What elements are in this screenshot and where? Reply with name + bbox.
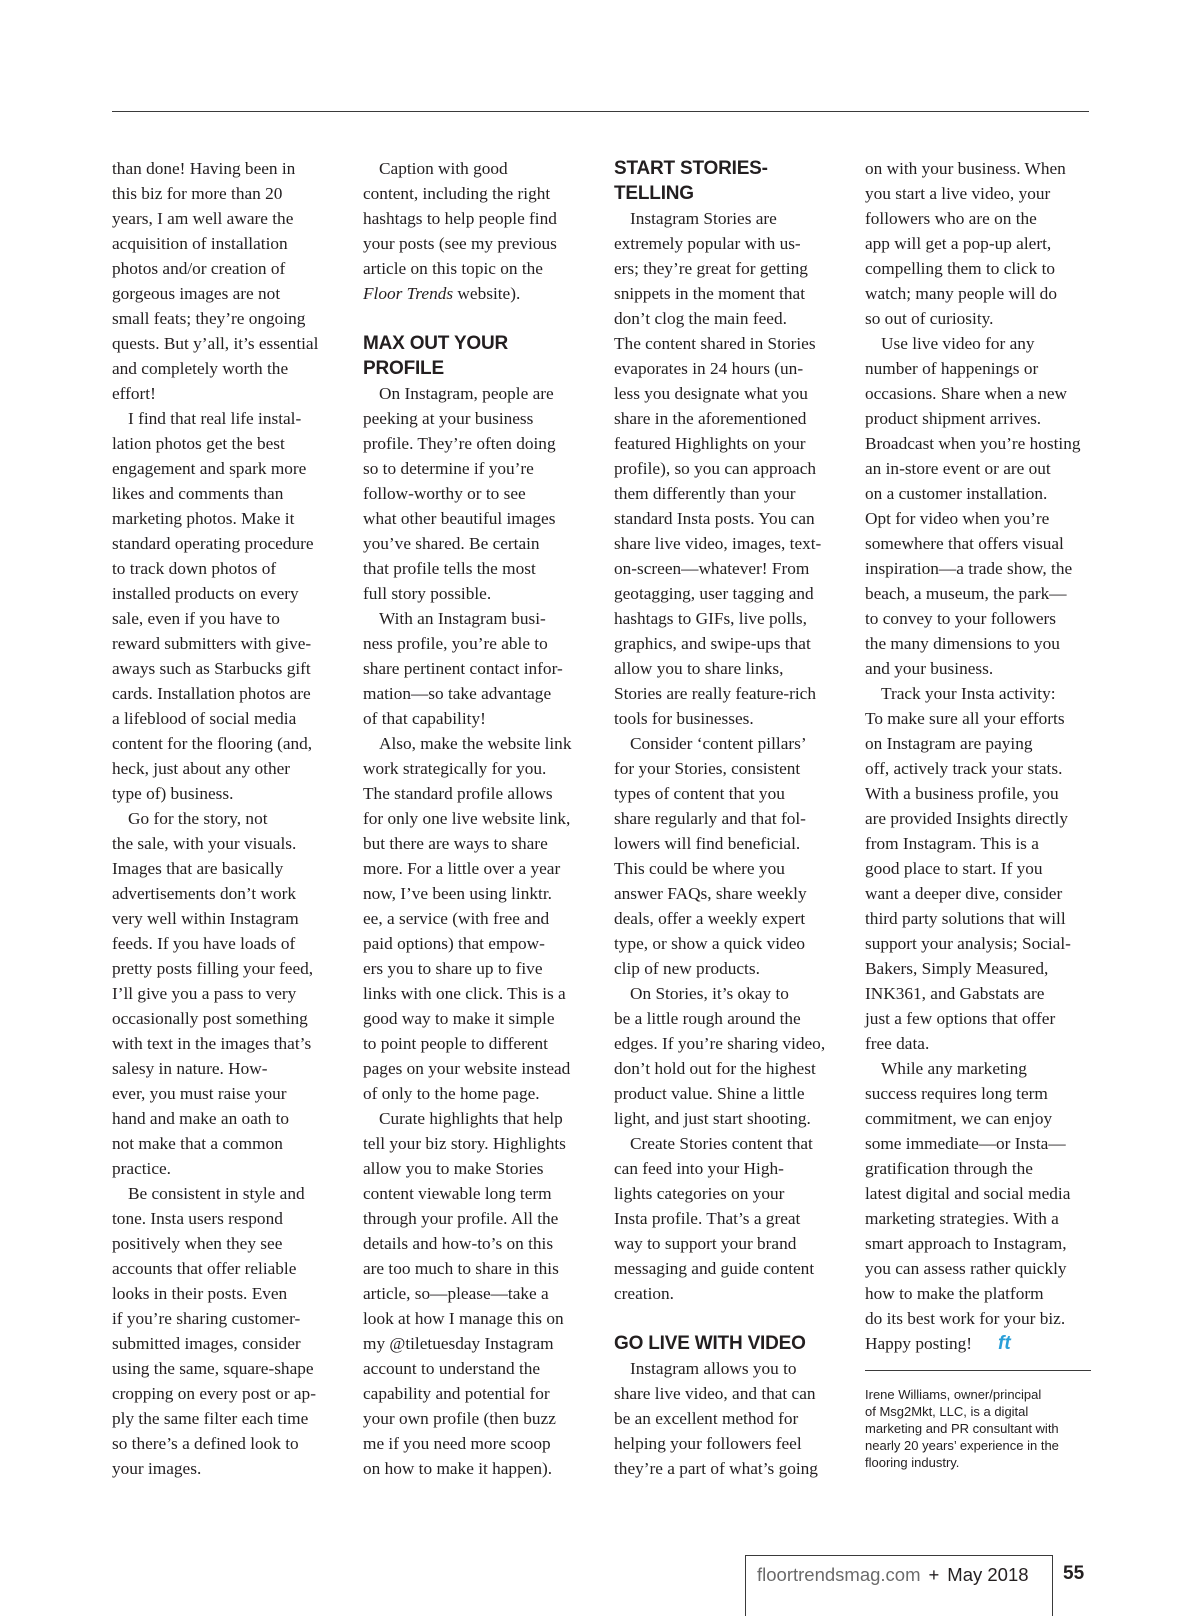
text-line: if you’re sharing customer-: [112, 1309, 301, 1328]
text-line: followers who are on the: [865, 209, 1037, 228]
text-line: salesy in nature. How-: [112, 1059, 268, 1078]
end-mark: ft: [998, 1333, 1011, 1354]
text-line: me if you need more scoop: [363, 1434, 551, 1453]
text-line: through your profile. All the: [363, 1209, 559, 1228]
text-line: geotagging, user tagging and: [614, 584, 814, 603]
text-line: snippets in the moment that: [614, 284, 806, 303]
article-column-1: [112, 156, 344, 1481]
text-line: quests. But y’all, it’s essential: [112, 334, 319, 353]
text-line: submitted images, consider: [112, 1334, 301, 1353]
text-line: Use live video for any: [881, 334, 1035, 353]
text-line: less you designate what you: [614, 384, 808, 403]
text-line: On Stories, it’s okay to: [630, 984, 789, 1003]
text-line: now, I’ve been using linktr.: [363, 884, 552, 903]
text-line: reward submitters with give-: [112, 634, 312, 653]
text-line: cards. Installation photos are: [112, 684, 311, 703]
text-line: On Instagram, people are: [379, 384, 554, 403]
footer-folio: [757, 1564, 1029, 1586]
text-line: app will get a pop-up alert,: [865, 234, 1052, 253]
text-line: smart approach to Instagram,: [865, 1234, 1067, 1253]
text-line: way to support your brand: [614, 1234, 797, 1253]
text-line: standard operating procedure: [112, 534, 314, 553]
text-line: standard Insta posts. You can: [614, 509, 815, 528]
text-line: what other beautiful images: [363, 509, 556, 528]
text-line: good way to make it simple: [363, 1009, 555, 1028]
text-line: tell your biz story. Highlights: [363, 1134, 566, 1153]
text-line: pretty posts filling your feed,: [112, 959, 314, 978]
text-line: paid options) that empow-: [363, 934, 545, 953]
text-line: Images that are basically: [112, 859, 284, 878]
text-line: tone. Insta users respond: [112, 1209, 283, 1228]
text-line: positively when they see: [112, 1234, 283, 1253]
text-line: This could be where you: [614, 859, 785, 878]
text-line: practice.: [112, 1159, 171, 1178]
section-heading: START STORIES-: [614, 158, 768, 179]
text-line: lation photos get the best: [112, 434, 285, 453]
footer-separator: +: [928, 1564, 940, 1585]
article-column-2: [363, 156, 595, 1481]
text-line: capability and potential for: [363, 1384, 550, 1403]
text-line: engagement and spark more: [112, 459, 307, 478]
bio-line: of Msg2Mkt, LLC, is a digital: [865, 1404, 1029, 1419]
section-heading: PROFILE: [363, 358, 444, 379]
footer-issue: May 2018: [947, 1564, 1029, 1585]
text-line: with text in the images that’s: [112, 1034, 312, 1053]
text-line: heck, just about any other: [112, 759, 291, 778]
text-line: The standard profile allows: [363, 784, 553, 803]
text-line: don’t clog the main feed.: [614, 309, 787, 328]
text-line: product shipment arrives.: [865, 409, 1042, 428]
text-line: support your analysis; Social-: [865, 934, 1071, 953]
publication-title: Floor Trends: [363, 284, 454, 303]
text-line: you’ve shared. Be certain: [363, 534, 540, 553]
text-line: ers; they’re great for getting: [614, 259, 808, 278]
text-line: While any marketing: [881, 1059, 1027, 1078]
text-line: off, actively track your stats.: [865, 759, 1063, 778]
text-line: follow-worthy or to see: [363, 484, 526, 503]
text-line: more. For a little over a year: [363, 859, 561, 878]
text-line: type, or show a quick video: [614, 934, 806, 953]
text-line: ee, a service (with free and: [363, 909, 550, 928]
section-heading: MAX OUT YOUR: [363, 333, 509, 354]
text-line: The content shared in Stories: [614, 334, 816, 353]
text-line: product value. Shine a little: [614, 1084, 805, 1103]
text-line: some immediate—or Insta—: [865, 1134, 1066, 1153]
text-line: Insta profile. That’s a great: [614, 1209, 801, 1228]
text-line: third party solutions that will: [865, 909, 1066, 928]
text-line: Instagram allows you to: [630, 1359, 797, 1378]
text-line: are too much to share in this: [363, 1259, 559, 1278]
text-line: [363, 281, 595, 306]
text-line: so out of curiosity.: [865, 309, 994, 328]
bio-line: marketing and PR consultant with: [865, 1421, 1059, 1436]
text-line: Be consistent in style and: [128, 1184, 305, 1203]
text-line: and your business.: [865, 659, 994, 678]
text-line: how to make the platform: [865, 1284, 1044, 1303]
text-line: Instagram Stories are: [630, 209, 777, 228]
text-line: want a deeper dive, consider: [865, 884, 1063, 903]
text-line: somewhere that offers visual: [865, 534, 1064, 553]
text-line: share regularly and that fol-: [614, 809, 806, 828]
text-line: on a customer installation.: [865, 484, 1048, 503]
text-line: on how to make it happen).: [363, 1459, 553, 1478]
text-line: not make that a common: [112, 1134, 283, 1153]
text-line: gorgeous images are not: [112, 284, 281, 303]
text-line: extremely popular with us-: [614, 234, 801, 253]
text-line: free data.: [865, 1034, 930, 1053]
text-line: so there’s a defined look to: [112, 1434, 299, 1453]
text-line: occasions. Share when a new: [865, 384, 1068, 403]
text-fragment: website).: [453, 284, 521, 303]
text-line: good place to start. If you: [865, 859, 1043, 878]
text-line: hand and make an oath to: [112, 1109, 290, 1128]
text-line: feeds. If you have loads of: [112, 934, 296, 953]
text-line: acquisition of installation: [112, 234, 288, 253]
text-line: allow you to make Stories: [363, 1159, 544, 1178]
text-line: a lifeblood of social media: [112, 709, 297, 728]
text-line: share live video, images, text-: [614, 534, 822, 553]
text-line: are provided Insights directly: [865, 809, 1068, 828]
text-line: be a little rough around the: [614, 1009, 801, 1028]
text-line: gratification through the: [865, 1159, 1033, 1178]
text-line: your posts (see my previous: [363, 234, 557, 253]
text-line: they’re a part of what’s going: [614, 1459, 818, 1478]
text-line: account to understand the: [363, 1359, 541, 1378]
text-line: your own profile (then buzz: [363, 1409, 556, 1428]
text-line: clip of new products.: [614, 959, 760, 978]
bio-line: flooring industry.: [865, 1455, 960, 1470]
text-line: Curate highlights that help: [379, 1109, 563, 1128]
text-line: edges. If you’re sharing video,: [614, 1034, 826, 1053]
text-line: for only one live website link,: [363, 809, 571, 828]
text-line: cropping on every post or ap-: [112, 1384, 316, 1403]
text-line: inspiration—a trade show, the: [865, 559, 1073, 578]
text-line: full story possible.: [363, 584, 492, 603]
text-line: light, and just start shooting.: [614, 1109, 811, 1128]
text-line: share pertinent contact infor-: [363, 659, 563, 678]
text-line: Also, make the website link: [379, 734, 572, 753]
text-line: them differently than your: [614, 484, 796, 503]
text-line: looks in their posts. Even: [112, 1284, 288, 1303]
page-number: 55: [1063, 1563, 1085, 1584]
text-line: content, including the right: [363, 184, 551, 203]
text-line: can feed into your High-: [614, 1159, 784, 1178]
text-line: be an excellent method for: [614, 1409, 799, 1428]
text-line: success requires long term: [865, 1084, 1048, 1103]
bio-rule: [865, 1370, 1091, 1371]
text-line: but there are ways to share: [363, 834, 548, 853]
text-line: ers you to share up to five: [363, 959, 543, 978]
article-column-4: [865, 156, 1093, 1471]
text-line: to convey to your followers: [865, 609, 1057, 628]
text-line: content for the flooring (and,: [112, 734, 313, 753]
text-line: lights categories on your: [614, 1184, 785, 1203]
text-line: featured Highlights on your: [614, 434, 806, 453]
text-line: marketing photos. Make it: [112, 509, 295, 528]
text-line: With a business profile, you: [865, 784, 1059, 803]
text-line: compelling them to click to: [865, 259, 1056, 278]
text-line: effort!: [112, 384, 156, 403]
text-line: tools for businesses.: [614, 709, 754, 728]
text-line: of that capability!: [363, 709, 486, 728]
text-line: from Instagram. This is a: [865, 834, 1039, 853]
text-line: creation.: [614, 1284, 674, 1303]
text-line: aways such as Starbucks gift: [112, 659, 311, 678]
text-line: advertisements don’t work: [112, 884, 296, 903]
text-line: pages on your website instead: [363, 1059, 571, 1078]
text-line: the many dimensions to you: [865, 634, 1060, 653]
text-line: Opt for video when you’re: [865, 509, 1050, 528]
text-line: answer FAQs, share weekly: [614, 884, 807, 903]
footer-site: floortrendsmag.com: [757, 1564, 921, 1585]
text-line: lowers will find beneficial.: [614, 834, 801, 853]
text-line: I’ll give you a pass to very: [112, 984, 297, 1003]
text-line: Track your Insta activity:: [881, 684, 1056, 703]
text-line: so to determine if you’re: [363, 459, 534, 478]
text-line: profile. They’re often doing: [363, 434, 556, 453]
text-line: content viewable long term: [363, 1184, 552, 1203]
text-line: article, so—please—take a: [363, 1284, 549, 1303]
text-line: Bakers, Simply Measured,: [865, 959, 1049, 978]
text-line: links with one click. This is a: [363, 984, 566, 1003]
text-line: INK361, and Gabstats are: [865, 984, 1045, 1003]
text-line: of only to the home page.: [363, 1084, 540, 1103]
section-heading: TELLING: [614, 183, 694, 204]
text-line: type of) business.: [112, 784, 234, 803]
text-line: on with your business. When: [865, 159, 1066, 178]
text-line: for your Stories, consistent: [614, 759, 801, 778]
text-line: this biz for more than 20: [112, 184, 283, 203]
text-line: just a few options that offer: [865, 1009, 1056, 1028]
text-line: details and how-to’s on this: [363, 1234, 554, 1253]
text-line: deals, offer a weekly expert: [614, 909, 806, 928]
text-line: to track down photos of: [112, 559, 277, 578]
text-line: sale, even if you have to: [112, 609, 280, 628]
text-line: share live video, and that can: [614, 1384, 816, 1403]
text-line: photos and/or creation of: [112, 259, 286, 278]
text-line: I find that real life instal-: [128, 409, 302, 428]
text-line: years, I am well aware the: [112, 209, 294, 228]
text-line: and completely worth the: [112, 359, 289, 378]
text-line: hashtags to help people find: [363, 209, 557, 228]
text-line: allow you to share links,: [614, 659, 784, 678]
text-line: ever, you must raise your: [112, 1084, 287, 1103]
text-line: graphics, and swipe-ups that: [614, 634, 811, 653]
text-line: hashtags to GIFs, live polls,: [614, 609, 807, 628]
article-column-3: [614, 156, 846, 1481]
text-line: To make sure all your efforts: [865, 709, 1065, 728]
text-line: the sale, with your visuals.: [112, 834, 297, 853]
text-line: watch; many people will do: [865, 284, 1057, 303]
text-line: article on this topic on the: [363, 259, 543, 278]
text-line: Broadcast when you’re hosting: [865, 434, 1081, 453]
text-line: helping your followers feel: [614, 1434, 802, 1453]
bio-line: nearly 20 years’ experience in the: [865, 1438, 1059, 1453]
text-line: using the same, square-shape: [112, 1359, 314, 1378]
text-line: ness profile, you’re able to: [363, 634, 548, 653]
text-line: profile), so you can approach: [614, 459, 817, 478]
text-line: Stories are really feature-rich: [614, 684, 816, 703]
text-line: work strategically for you.: [363, 759, 547, 778]
text-line: ply the same filter each time: [112, 1409, 309, 1428]
text-line: evaporates in 24 hours (un-: [614, 359, 804, 378]
text-line: accounts that offer reliable: [112, 1259, 297, 1278]
text-line: you start a live video, your: [865, 184, 1051, 203]
text-line: an in-store event or are out: [865, 459, 1051, 478]
text-line: that profile tells the most: [363, 559, 536, 578]
text-line: number of happenings or: [865, 359, 1039, 378]
text-line: share in the aforementioned: [614, 409, 807, 428]
text-line: Consider ‘content pillars’: [630, 734, 807, 753]
text-line: latest digital and social media: [865, 1184, 1071, 1203]
text-line: to point people to different: [363, 1034, 548, 1053]
text-line: you can assess rather quickly: [865, 1259, 1067, 1278]
text-line: beach, a museum, the park—: [865, 584, 1067, 603]
text-line: peeking at your business: [363, 409, 534, 428]
text-line: very well within Instagram: [112, 909, 299, 928]
text-line: likes and comments than: [112, 484, 284, 503]
author-bio: [865, 1386, 1093, 1471]
text-line: occasionally post something: [112, 1009, 308, 1028]
closing-line: Happy posting!: [865, 1334, 973, 1353]
text-line: commitment, we can enjoy: [865, 1109, 1053, 1128]
bio-line: Irene Williams, owner/principal: [865, 1387, 1042, 1402]
text-line: on-screen—whatever! From: [614, 559, 810, 578]
text-line: Go for the story, not: [128, 809, 268, 828]
section-heading: GO LIVE WITH VIDEO: [614, 1333, 806, 1354]
text-line: Caption with good: [379, 159, 508, 178]
text-line: types of content that you: [614, 784, 785, 803]
text-line: marketing strategies. With a: [865, 1209, 1059, 1228]
text-line: installed products on every: [112, 584, 299, 603]
text-line: on Instagram are paying: [865, 734, 1033, 753]
text-line: messaging and guide content: [614, 1259, 815, 1278]
text-line: than done! Having been in: [112, 159, 296, 178]
text-line: don’t hold out for the highest: [614, 1059, 816, 1078]
text-line: look at how I manage this on: [363, 1309, 564, 1328]
top-rule: [112, 111, 1089, 112]
text-line: [865, 1331, 1093, 1356]
text-line: do its best work for your biz.: [865, 1309, 1066, 1328]
text-line: small feats; they’re ongoing: [112, 309, 306, 328]
text-line: mation—so take advantage: [363, 684, 552, 703]
text-line: your images.: [112, 1459, 202, 1478]
text-line: my @tiletuesday Instagram: [363, 1334, 554, 1353]
text-line: With an Instagram busi-: [379, 609, 546, 628]
text-line: Create Stories content that: [630, 1134, 813, 1153]
